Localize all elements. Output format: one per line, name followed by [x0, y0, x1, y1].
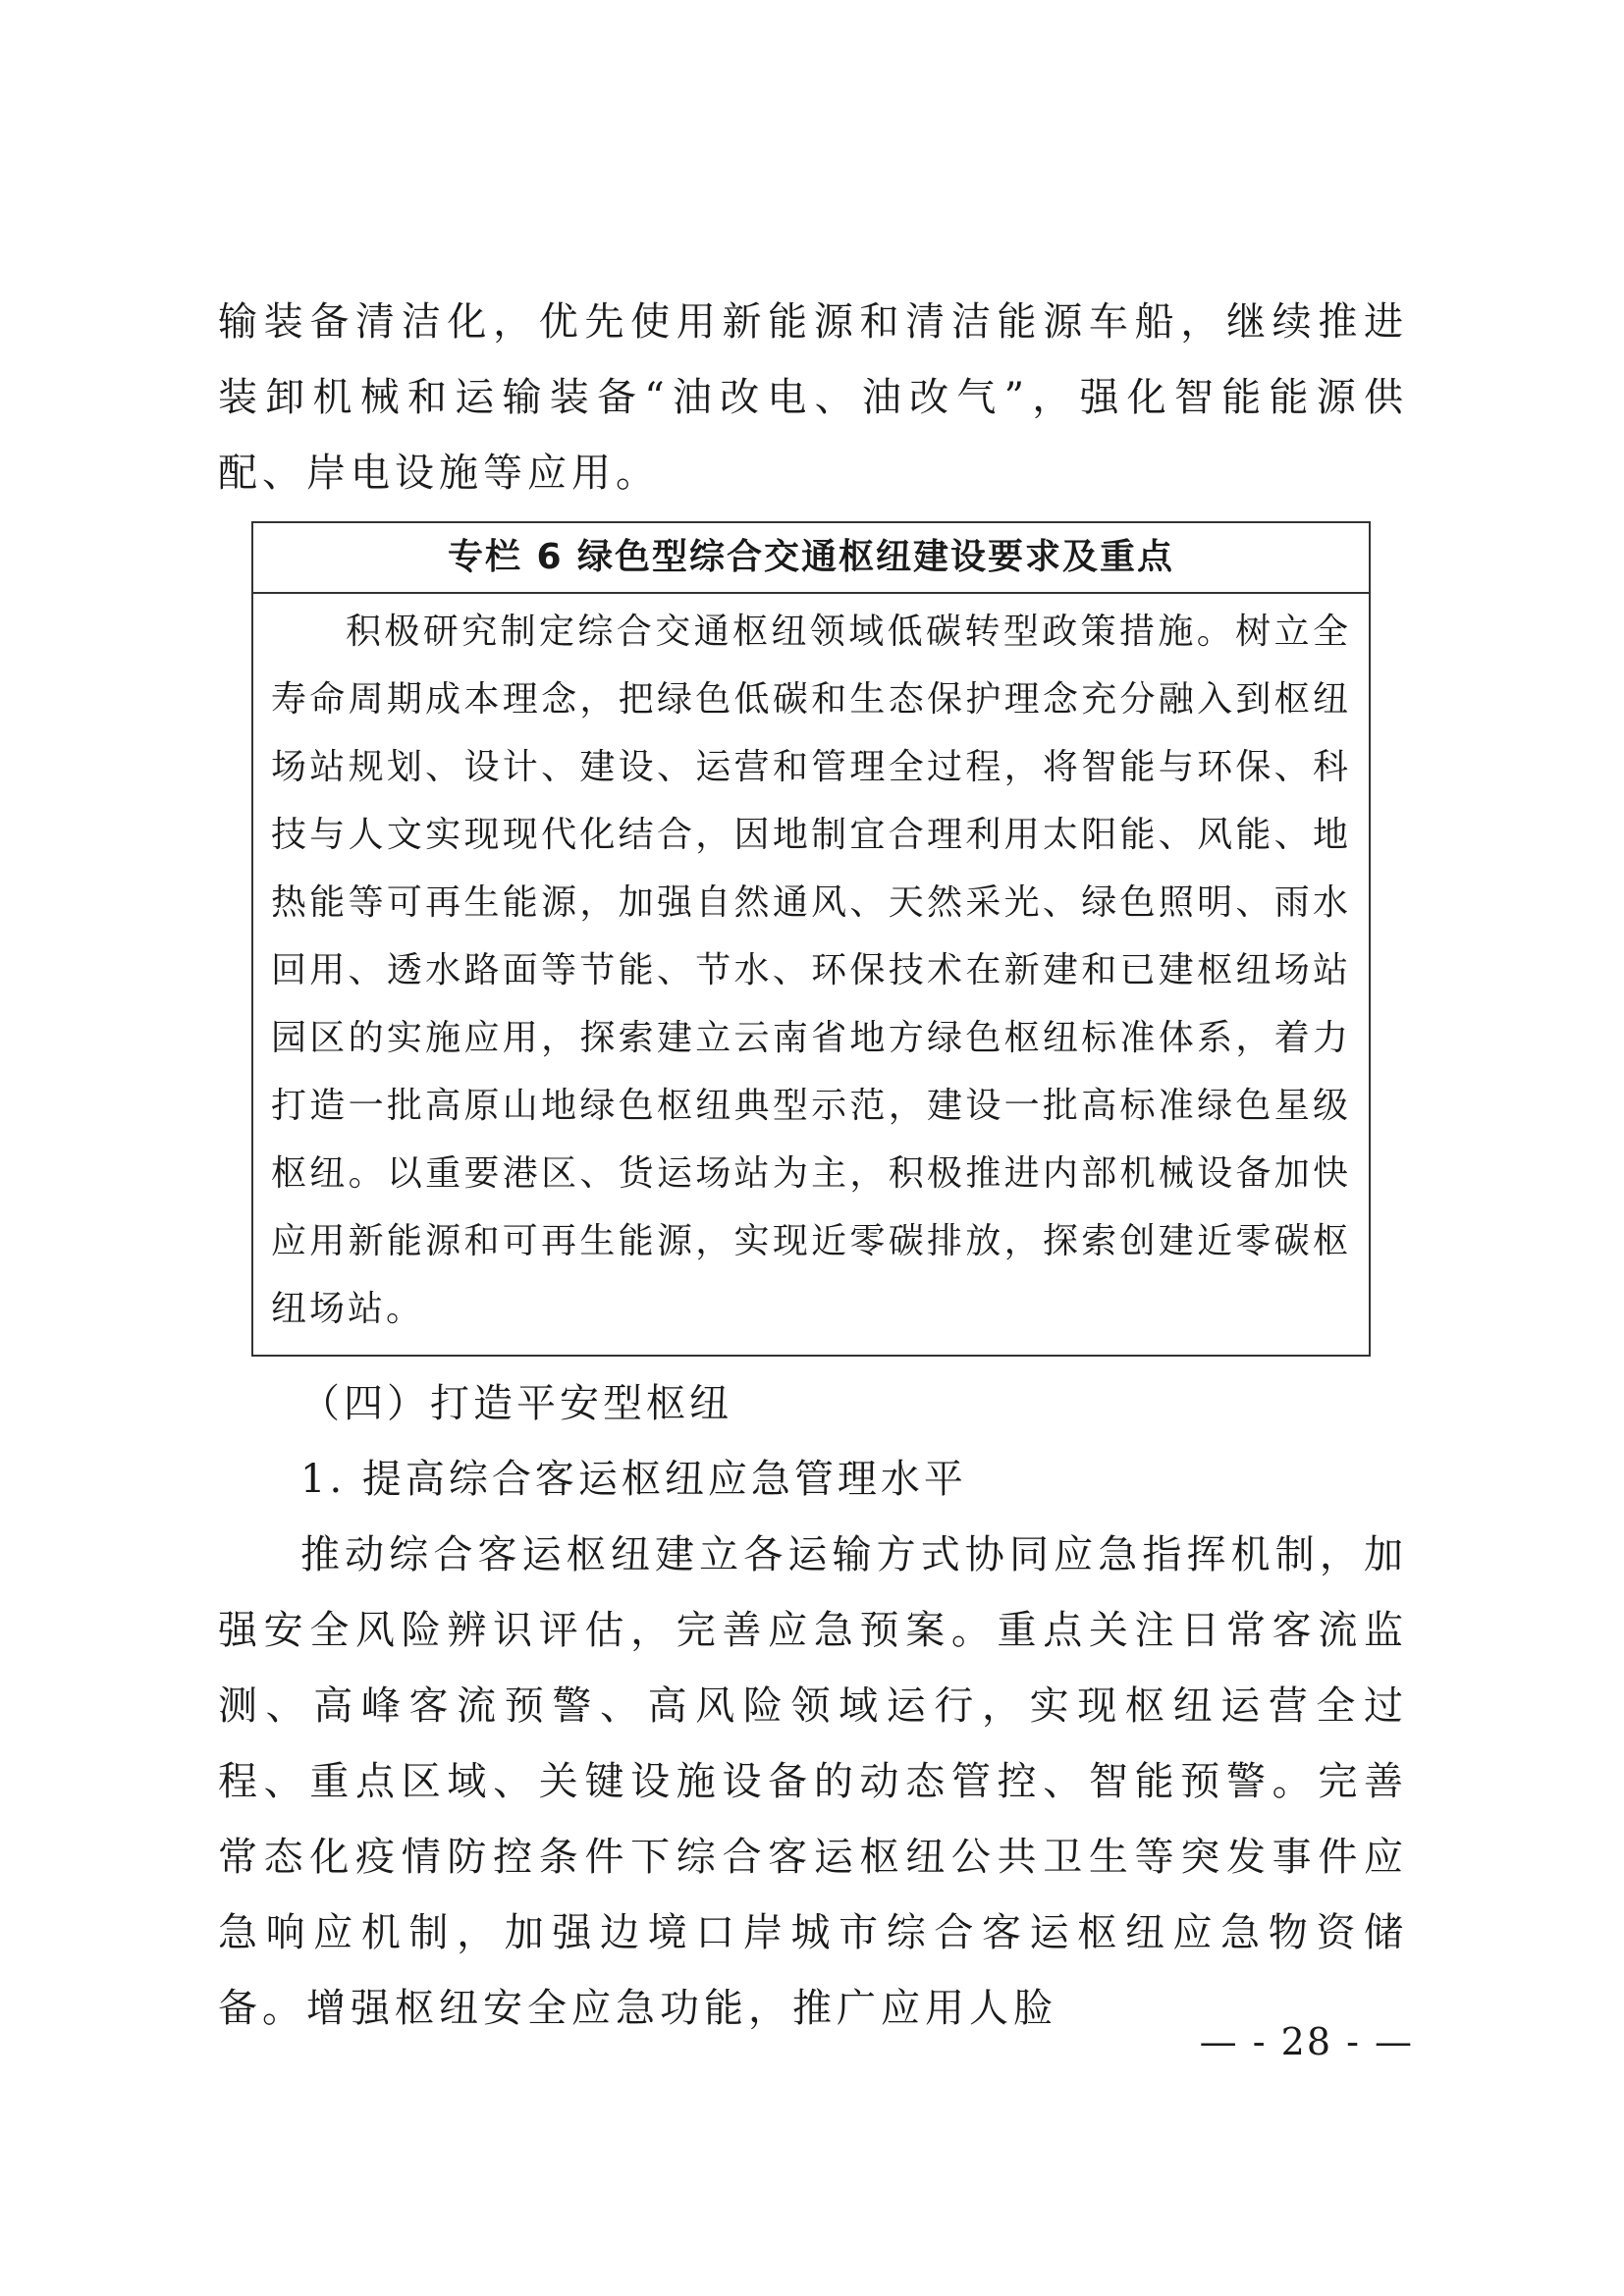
intro-paragraph: 输装备清洁化，优先使用新能源和清洁能源车船，继续推进装卸机械和运输装备“油改电、油改气”，强化智能能源供配、岸电设施等应用。	[218, 299, 1408, 496]
page-number: — - 28 - —	[1199, 2020, 1414, 2063]
column-box-body: 积极研究制定综合交通枢纽领域低碳转型政策措施。树立全寿命周期成本理念，把绿色低碳和生态保护理念充分融入到枢纽场站规划、设计、建设、运营和管理全过程，将智能与环保、科技与人文实现现代化结合，因地制宜合理利用太阳能、风能、地热能等可再生能源，加强自然通风、天然采光、绿色照明、雨水回用、透水路面等节能、节水、环保技术在新建和已建枢纽场站园区的实施应用，探索建立云南省地方绿色枢纽标准体系，着力打造一批高原山地绿色枢纽典型示范，建设一批高标准绿色星级枢纽。以重要港区、货运场站为主，积极推进内部机械设备加快应用新能源和可再生能源，实现近零碳排放，探索创建近零碳枢纽场站。	[271, 612, 1351, 1329]
column-box-title: 专栏 6 绿色型综合交通枢纽建设要求及重点	[253, 523, 1369, 594]
document-page	[218, 285, 1408, 2047]
body-paragraph: 推动综合客运枢纽建立各运输方式协同应急指挥机制，加强安全风险辨识评估，完善应急预案。重点关注日常客流监测、高峰客流预警、高风险领域运行，实现枢纽运营全过程、重点区域、关键设施设备的动态管控、智能预警。完善常态化疫情防控条件下综合客运枢纽公共卫生等突发事件应急响应机制，加强边境口岸城市综合客运枢纽应急物资储备。增强枢纽安全应急功能，推广应用人脸	[218, 1532, 1408, 2031]
subsection-heading: 1. 提高综合客运枢纽应急管理水平	[300, 1457, 967, 1502]
section-heading: （四）打造平安型枢纽	[300, 1381, 732, 1426]
column-box	[251, 521, 1371, 1357]
